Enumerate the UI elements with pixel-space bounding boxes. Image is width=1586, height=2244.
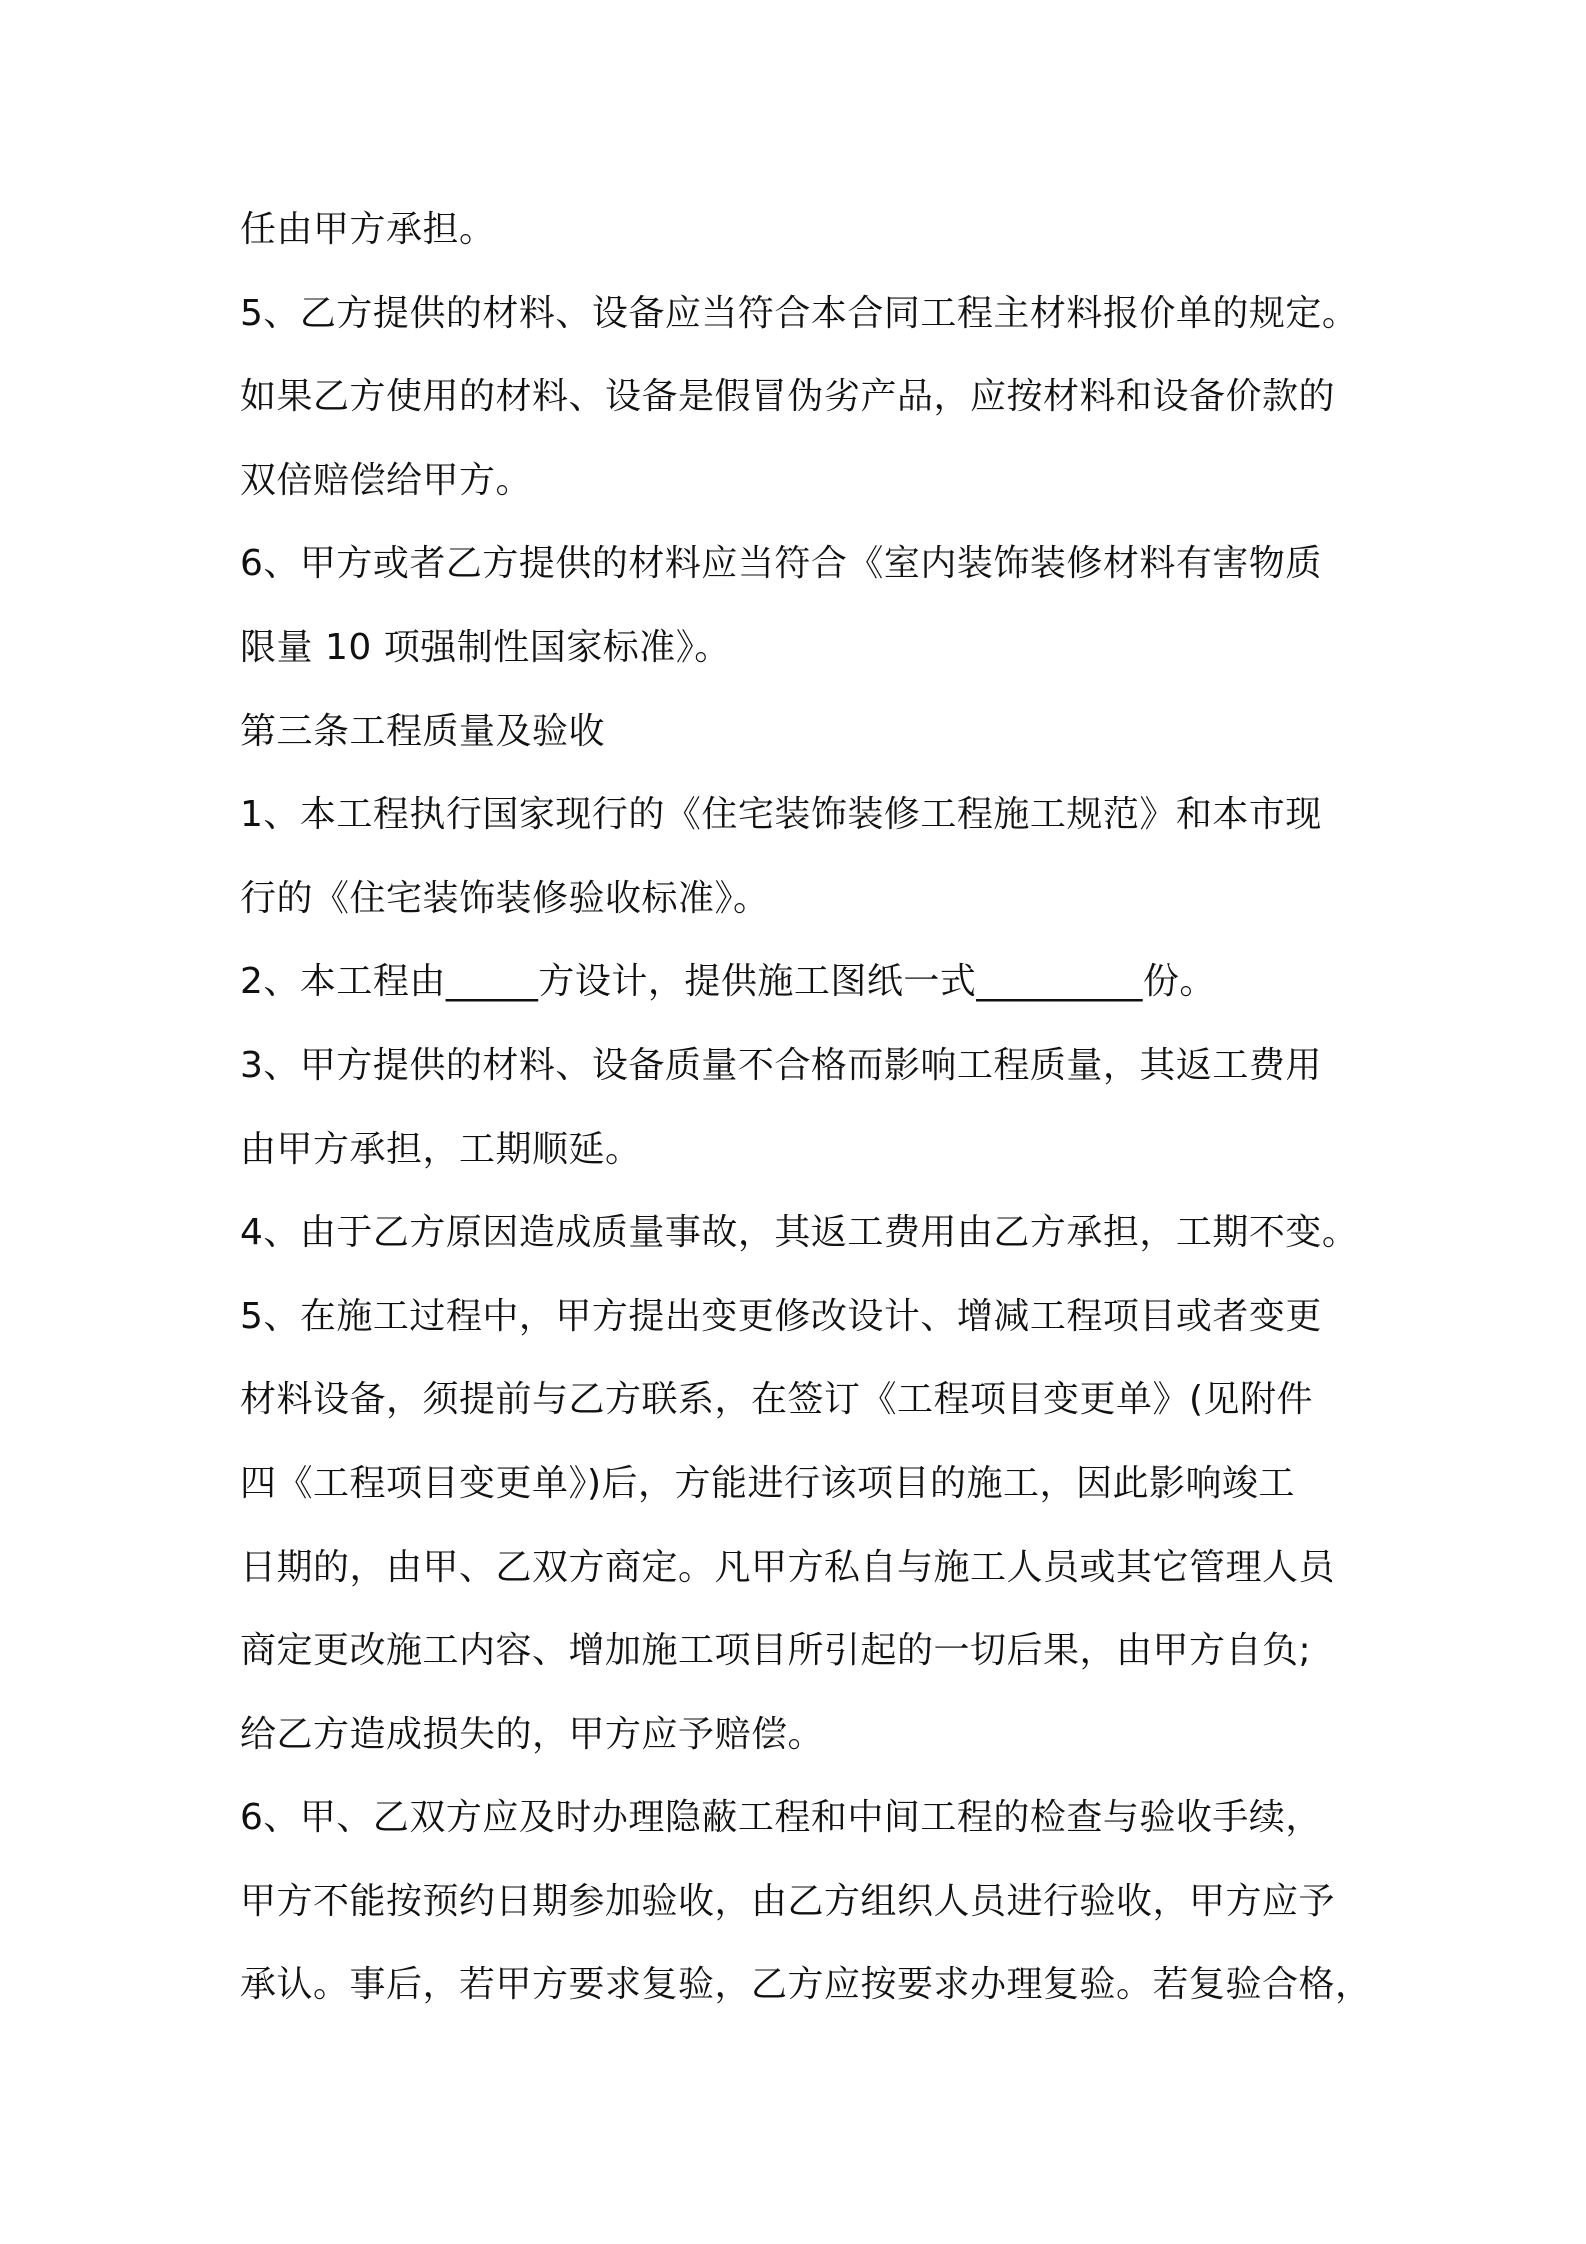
- text-line: 5、在施工过程中，甲方提出变更修改设计、增减工程项目或者变更: [240, 1295, 1322, 1337]
- text-line: 给乙方造成损失的，甲方应予赔偿。: [240, 1713, 825, 1755]
- text-line: 6、甲、乙双方应及时办理隐蔽工程和中间工程的检查与验收手续，: [240, 1797, 1322, 1839]
- text-line: 由甲方承担，工期顺延。: [240, 1128, 642, 1170]
- text-line: 商定更改施工内容、增加施工项目所引起的一切后果，由甲方自负;: [240, 1630, 1312, 1672]
- text-line: 行的《住宅装饰装修验收标准》。: [240, 877, 770, 919]
- section-heading: 第三条工程质量及验收: [240, 710, 606, 752]
- text-line: 1、本工程执行国家现行的《住宅装饰装修工程施工规范》和本市现: [240, 794, 1322, 836]
- text-line: 6、甲方或者乙方提供的材料应当符合《室内装饰装修材料有害物质: [240, 543, 1322, 585]
- text-line: 双倍赔偿给甲方。: [240, 459, 533, 501]
- text-line: 3、甲方提供的材料、设备质量不合格而影响工程质量，其返工费用: [240, 1044, 1322, 1086]
- text-line: 4、由于乙方原因造成质量事故，其返工费用由乙方承担，工期不变。: [240, 1212, 1359, 1254]
- text-line: 四《工程项目变更单》)后，方能进行该项目的施工，因此影响竣工: [240, 1462, 1296, 1504]
- text-line: 2、本工程由_____方设计，提供施工图纸一式_________份。: [240, 961, 1216, 1003]
- text-line: 限量 10 项强制性国家标准》。: [240, 626, 731, 668]
- text-line: 任由甲方承担。: [240, 209, 496, 250]
- text-line: 材料设备，须提前与乙方联系，在签订《工程项目变更单》(见附件: [240, 1379, 1314, 1421]
- text-line: 甲方不能按预约日期参加验收，由乙方组织人员进行验收，甲方应予: [240, 1880, 1336, 1922]
- text-line: 承认。事后，若甲方要求复验，乙方应按要求办理复验。若复验合格，: [240, 1964, 1372, 2006]
- text-line: 如果乙方使用的材料、设备是假冒伪劣产品，应按材料和设备价款的: [240, 376, 1336, 418]
- contract-text-body: [240, 188, 1380, 2027]
- text-line: 5、乙方提供的材料、设备应当符合本合同工程主材料报价单的规定。: [240, 292, 1359, 334]
- text-line: 日期的，由甲、乙双方商定。凡甲方私自与施工人员或其它管理人员: [240, 1546, 1336, 1588]
